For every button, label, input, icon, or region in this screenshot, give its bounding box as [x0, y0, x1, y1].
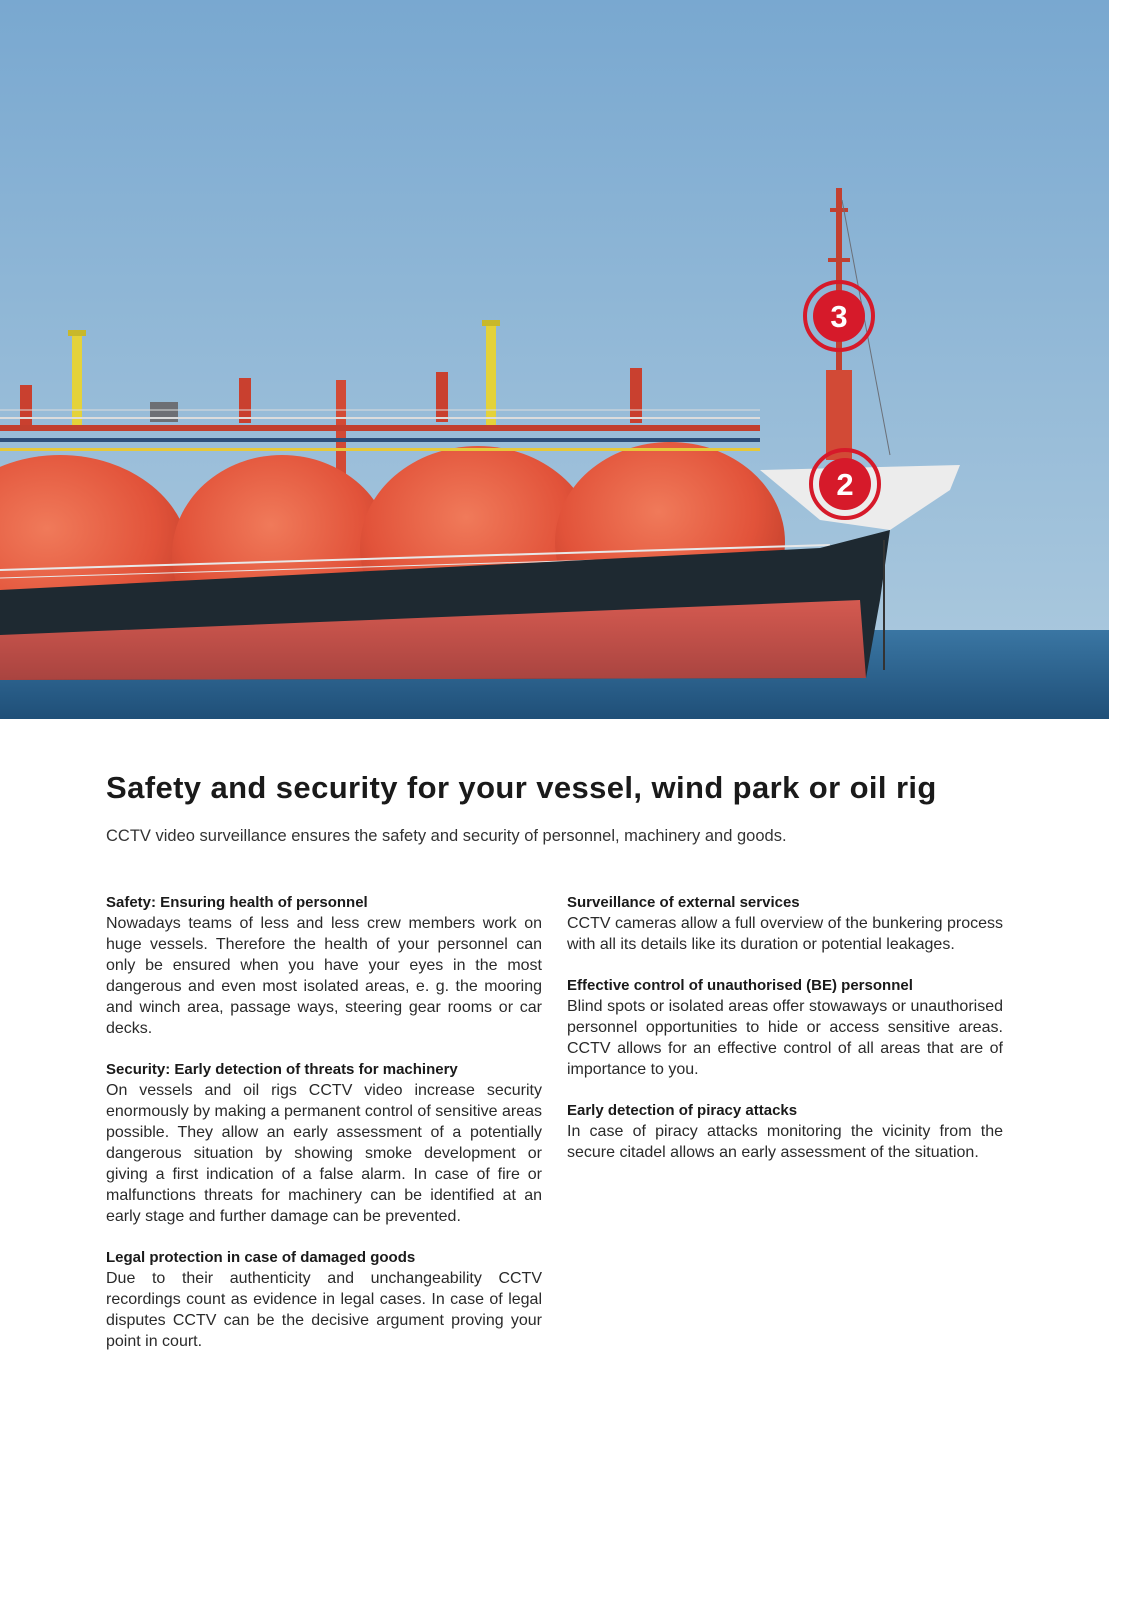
section-safety: [106, 893, 542, 1039]
page-subtitle: CCTV video surveillance ensures the safety and security of personnel, machinery and goods.: [106, 827, 787, 845]
left-column: [106, 893, 542, 1373]
marker-label: 2: [836, 467, 854, 502]
section-heading: Effective control of unauthorised (BE) personnel: [567, 977, 913, 994]
hero-photo: [0, 0, 1109, 719]
section-unauthorised-personnel: [567, 976, 1003, 1080]
section-body: Due to their authenticity and unchangeability CCTV recordings count as evidence in legal cases. In case of legal disputes CCTV can be the decisive argument proving your point in court.: [106, 1270, 542, 1350]
section-body: In case of piracy attacks monitoring the vicinity from the secure citadel allows an early assessment of the situation.: [567, 1123, 1003, 1161]
section-heading: Surveillance of external services: [567, 894, 800, 911]
page-title: Safety and security for your vessel, wind park or oil rig: [106, 770, 937, 805]
camera-marker-3: [805, 282, 873, 350]
right-column: [567, 893, 1003, 1184]
section-legal-protection: [106, 1248, 542, 1352]
section-piracy: [567, 1101, 1003, 1163]
section-body: Blind spots or isolated areas offer stowaways or unauthorised personnel opportunities to hide or access sensitive areas. CCTV allows for an effective control of all areas that are of importance to you.: [567, 998, 1003, 1078]
section-heading: Legal protection in case of damaged goods: [106, 1249, 416, 1266]
marker-label: 3: [830, 299, 848, 334]
section-security: [106, 1060, 542, 1227]
section-heading: Early detection of piracy attacks: [567, 1102, 798, 1119]
section-body: CCTV cameras allow a full overview of the bunkering process with all its details like its duration or potential leakages.: [567, 915, 1003, 953]
section-body: On vessels and oil rigs CCTV video increase security enormously by making a permanent control of sensitive areas possible. They allow an early assessment of a potentially dangerous situation by showing smoke development or giving a first indication of a false alarm. In case of fire or malfunctions threats for machinery can be identified at an early stage and further damage can be prevented.: [106, 1082, 542, 1225]
section-body: Nowadays teams of less and less crew members work on huge vessels. Therefore the health of your personnel can only be ensured when you have your eyes in the most dangerous and even most isolated areas, e. g. the mooring and winch area, passage ways, steering gear rooms or car decks.: [106, 915, 542, 1037]
section-heading: Security: Early detection of threats for machinery: [106, 1061, 458, 1078]
lng-tanker-illustration: [0, 0, 1109, 719]
section-heading: Safety: Ensuring health of personnel: [106, 894, 368, 911]
section-external-services: [567, 893, 1003, 955]
camera-marker-2: [811, 450, 879, 518]
